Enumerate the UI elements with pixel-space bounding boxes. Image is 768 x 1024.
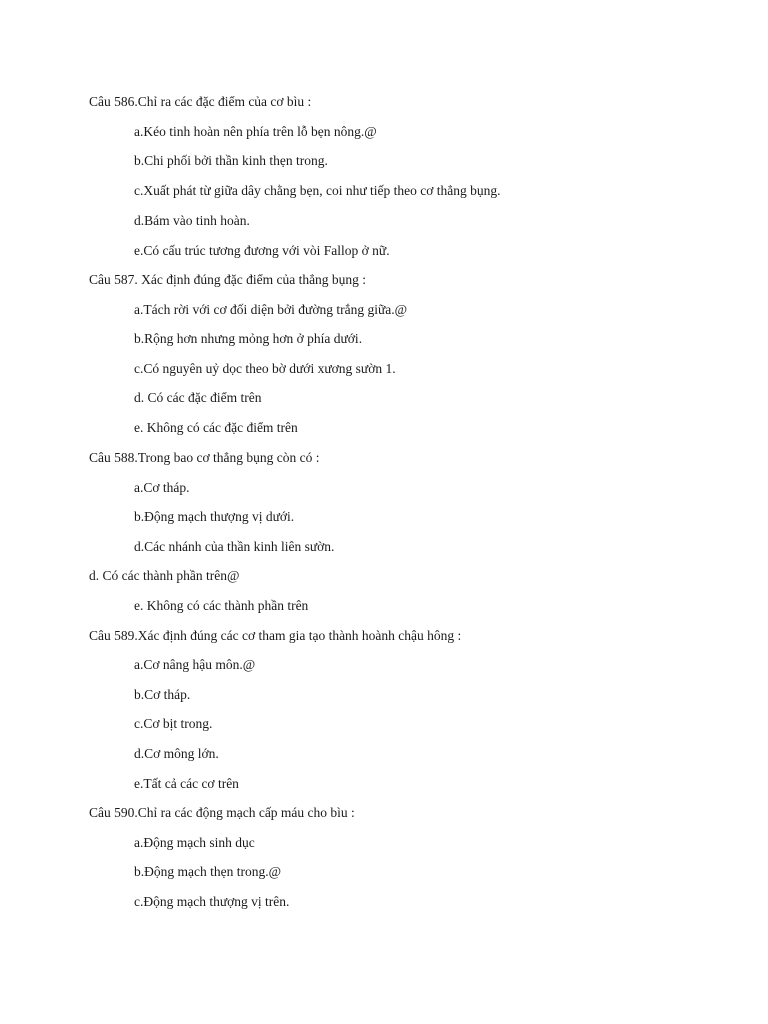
question-587-option-d: d. Có các đặc điểm trên — [134, 390, 262, 405]
question-586-option-e: e.Có cấu trúc tương đương với vòi Fallop ở nữ. — [134, 243, 390, 258]
question-589-option-b: b.Cơ tháp. — [134, 687, 191, 702]
question-588-option-a: a.Cơ tháp. — [134, 480, 190, 495]
question-590-title: Câu 590.Chỉ ra các động mạch cấp máu cho bìu : — [89, 805, 355, 820]
question-587-title: Câu 587. Xác định đúng đặc điểm của thẳng bụng : — [89, 272, 367, 287]
question-587-option-a: a.Tách rời với cơ đối diện bởi đường trắng giữa.@ — [134, 302, 408, 317]
question-590-option-c: c.Động mạch thượng vị trên. — [134, 894, 290, 909]
question-589-option-c: c.Cơ bịt trong. — [134, 716, 213, 731]
question-587-option-e: e. Không có các đặc điểm trên — [134, 420, 298, 435]
question-587-option-c: c.Có nguyên uỷ dọc theo bờ dưới xương sườn 1. — [134, 361, 396, 376]
question-586-option-b: b.Chi phối bởi thần kinh thẹn trong. — [134, 153, 328, 168]
question-589-option-a: a.Cơ nâng hậu môn.@ — [134, 657, 256, 672]
question-589-option-d: d.Cơ mông lớn. — [134, 746, 219, 761]
question-589-option-e: e.Tất cả các cơ trên — [134, 776, 239, 791]
question-586-option-c: c.Xuất phát từ giữa dây chằng bẹn, coi như tiếp theo cơ thẳng bụng. — [134, 183, 501, 198]
question-586-title: Câu 586.Chỉ ra các đặc điểm của cơ bìu : — [89, 94, 312, 109]
question-589-title: Câu 589.Xác định đúng các cơ tham gia tạo thành hoành chậu hông : — [89, 628, 462, 643]
question-587-option-b: b.Rộng hơn nhưng mỏng hơn ở phía dưới. — [134, 331, 363, 346]
question-588-option-b: b.Động mạch thượng vị dưới. — [134, 509, 295, 524]
question-588-option-d2: d. Có các thành phần trên@ — [89, 568, 240, 583]
question-588-option-d1: d.Các nhánh của thần kinh liên sườn. — [134, 539, 335, 554]
question-590-option-a: a.Động mạch sinh dục — [134, 835, 255, 850]
question-588-option-e: e. Không có các thành phần trên — [134, 598, 309, 613]
question-590-option-b: b.Động mạch thẹn trong.@ — [134, 864, 282, 879]
question-586-option-d: d.Bám vào tinh hoàn. — [134, 213, 250, 228]
question-588-title: Câu 588.Trong bao cơ thẳng bụng còn có : — [89, 450, 320, 465]
question-586-option-a: a.Kéo tinh hoàn nên phía trên lỗ bẹn nông.@ — [134, 124, 377, 139]
